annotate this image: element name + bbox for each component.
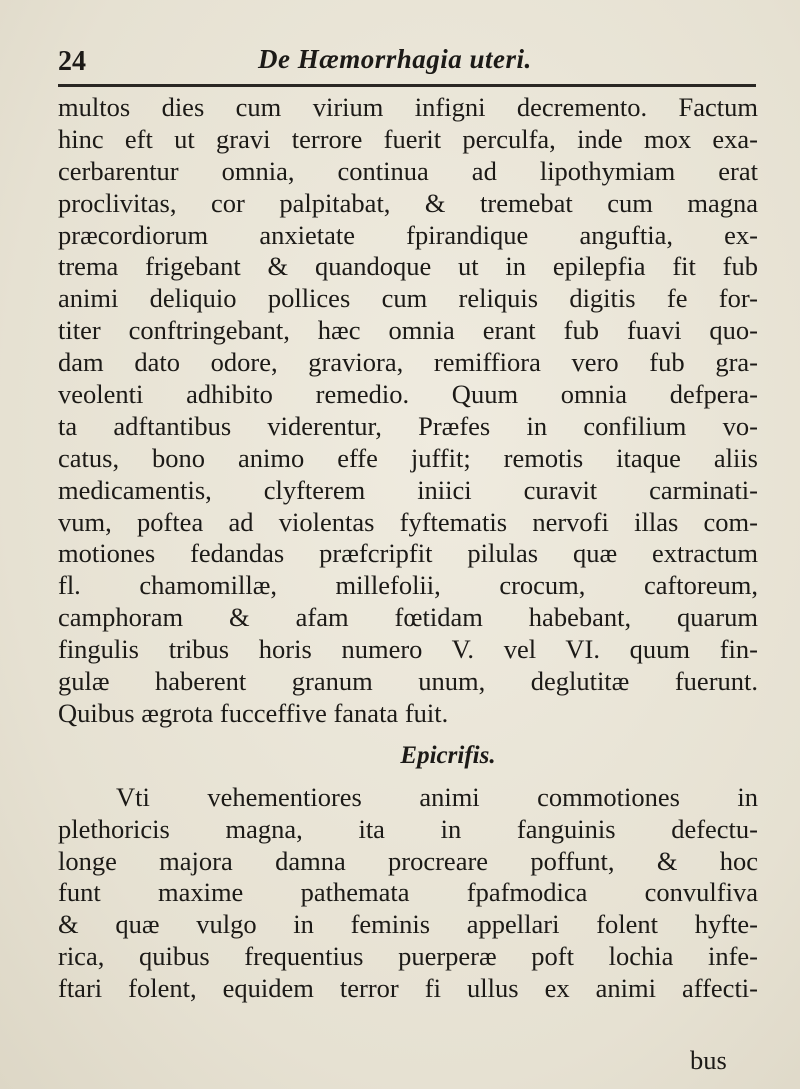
paragraph-epicrisis [58, 782, 758, 1005]
text-line: multos dies cum virium infigni decremento. Factum [58, 92, 758, 122]
text-line: dam dato odore, graviora, remiffiora vero fub gra- [58, 347, 758, 378]
text-line: Quibus ægrota fucceffive fanata fuit. [58, 697, 449, 728]
text-line: & quæ vulgo in feminis appellari folent hyfte- [58, 909, 758, 940]
text-line: fl. chamomillæ, millefolii, crocum, caftoreum, [58, 570, 758, 601]
text-line: veolenti adhibito remedio. Quum omnia defpera- [58, 379, 758, 410]
text-line: camphoram & afam fœtidam habebant, quarum [58, 602, 758, 633]
text-line: funt maxime pathemata fpafmodica convulfiva [58, 877, 758, 908]
text-line: præcordiorum anxietate fpirandique anguftia, ex- [58, 219, 758, 250]
page-header [58, 44, 758, 84]
text-line: catus, bono animo effe juffit; remotis itaque aliis [58, 442, 758, 473]
text-line: plethoricis magna, ita in fanguinis defectu- [58, 813, 758, 844]
text-line: motiones fedandas præfcripfit pilulas quæ extractum [58, 538, 758, 569]
text-line: rica, quibus frequentius puerperæ poft lochia infe- [58, 941, 758, 972]
text-line: fingulis tribus horis numero V. vel VI. quum fin- [58, 634, 758, 665]
text-line: gulæ haberent granum unum, deglutitæ fuerunt. [58, 666, 758, 697]
text-line: titer conftringebant, hæc omnia erant fub fuavi quo- [58, 315, 758, 346]
text-line: hinc eft ut gravi terrore fuerit perculfa, inde mox exa- [58, 123, 758, 154]
text-line: trema frigebant & quandoque ut in epilepfia fit fub [58, 251, 758, 282]
text-line: cerbarentur omnia, continua ad lipothymiam erat [58, 155, 758, 186]
text-line: proclivitas, cor palpitabat, & tremebat cum magna [58, 187, 758, 218]
text-line: ta adftantibus viderentur, Præfes in confilium vo- [58, 410, 758, 441]
catchword: bus [690, 1045, 727, 1075]
body-text [58, 92, 758, 1005]
text-line: animi deliquio pollices cum reliquis digitis fe for- [58, 283, 758, 314]
text-line: medicamentis, clyfterem iniici curavit carminati- [58, 474, 758, 505]
running-title: De Hæmorrhagia uteri. [258, 44, 532, 74]
page-number: 24 [58, 46, 86, 77]
text-line: longe majora damna procreare poffunt, & hoc [58, 845, 758, 876]
section-heading: Epicrifis. [400, 741, 496, 769]
paragraph-case-history [58, 92, 758, 730]
text-line: vum, poftea ad violentas fyftematis nervofi illas com- [58, 506, 758, 537]
text-line: Vti vehementiores animi commotiones in [116, 781, 758, 812]
text-line: ftari folent, equidem terror fi ullus ex animi affecti- [58, 973, 758, 1004]
header-rule [58, 84, 756, 87]
